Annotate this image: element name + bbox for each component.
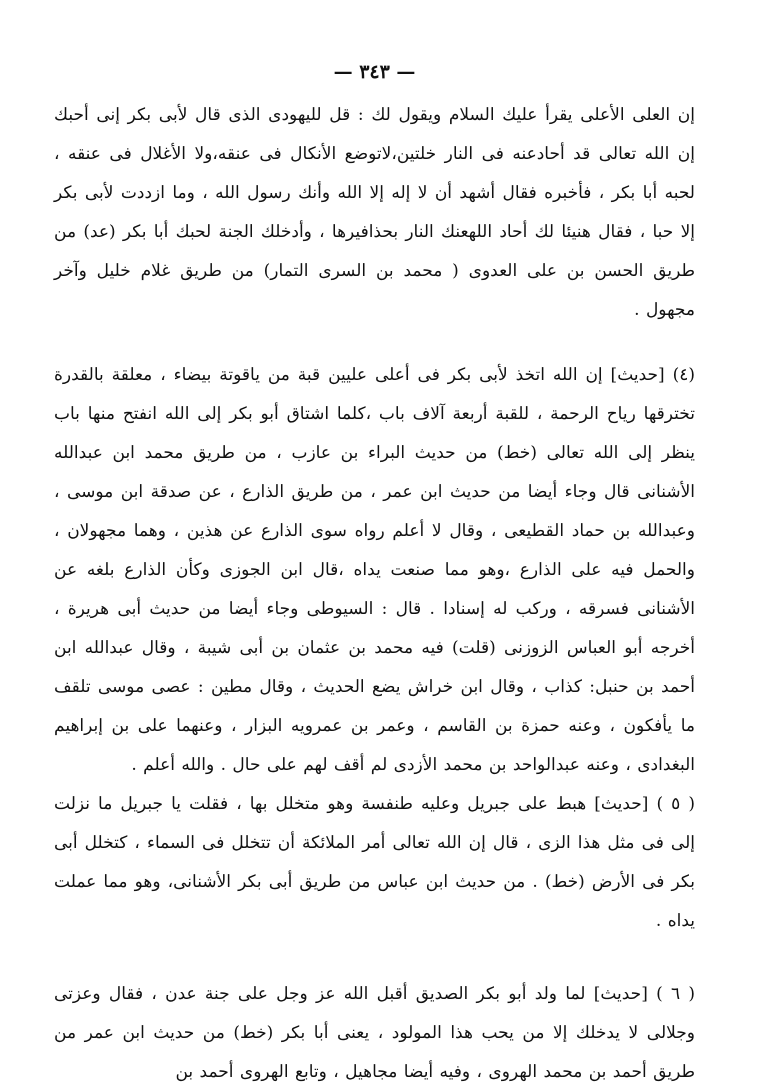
paragraph-hadith-6: ( ٦ ) [حديث] لما ولد أبو بكر الصديق أقبل الله عز وجل على جنة عدن ، فقال وعزتى وجلالى لا يدخلك إلا من يحب هذا المولود ، يعنى أبا بكر (خط) من حديث ابن عمر من طريق أحمد بن محمد الهروى ، وفيه أيضا مجاهيل ، وتابع الهروى أحمد بن xyxy=(54,984,695,1082)
paragraph-hadith-5: ( ٥ ) [حديث] هبط على جبريل وعليه طنفسة وهو متخلل بها ، فقلت يا جبريل ما نزلت إلى فى مثل هذا الزى ، قال إن الله تعالى أمر الملائكة أن تتخلل فى السماء ، كتخلل أبى بكر فى الأرض (خط) . من حديث ابن عباس من طريق أبى بكر الأشنانى، وهو مما عملت يداه . xyxy=(54,794,695,931)
paragraph-continuation: إن العلى الأعلى يقرأ عليك السلام ويقول لك : قل لليهودى الذى قال لأبى بكر إنى أحبك إن الله تعالى قد أحادعنه فى النار خلتين،لاتوضع الأنكال فى عنقه،ولا الأغلال فى عنقه ، لحبه أبا بكر ، فأخبره فقال أشهد أن لا إله إلا الله وأنك رسول الله ، وما ازددت لأبى بكر إلا حبا ، فقال هنيئا لك أحاد اللهعنك النار بحذافيرها ، وأدخلك الجنة لحبك أبا بكر (عد) من طريق الحسن بن على العدوى ( محمد بن السرى التمار) من طريق غلام خليل وآخر مجهول . xyxy=(54,105,695,320)
paragraph-hadith-4: (٤) [حديث] إن الله اتخذ لأبى بكر فى أعلى عليين قبة من ياقوتة بيضاء ، معلقة بالقدرة تخترقها رياح الرحمة ، للقبة أربعة آلاف باب ،كلما اشتاق أبو بكر إلى الله انفتح منها باب ينظر إلى الله تعالى (خط) من حديث البراء بن عازب ، من طريق محمد ابن عبدالله الأشنانى قال وجاء أيضا من حديث ابن عمر ، من طريق الذارع ، عن صدقة ابن موسى ، وعبدالله بن حماد القطيعى ، وقال لا أعلم رواه سوى الذارع عن هذين ، وهما مجهولان ، والحمل فيه على الذارع ،وهو مما صنعت يداه ،قال ابن الجوزى وكأن الذارع بلغه عن الأشنانى فسرقه ، وركب له إسنادا . قال : السيوطى وجاء أيضا من حديث أبى هريرة ، أخرجه أبو العباس الزوزنى (قلت) فيه محمد بن عثمان بن أبى شيبة ، وقال عبدالله ابن أحمد بن حنبل: كذاب ، وقال ابن خراش يضع الحديث ، وقال مطين : عصى موسى تلقف ما يأفكون ، وعنه حمزة بن القاسم ، وعمر بن عمرويه البزار ، وعنهما على بن إبراهيم البغدادى ، وعنه عبدالواحد بن محمد الأزدى لم أقف لهم على حال . والله أعلم . xyxy=(54,365,695,775)
page-number: — ٣٤٣ — xyxy=(333,61,416,83)
